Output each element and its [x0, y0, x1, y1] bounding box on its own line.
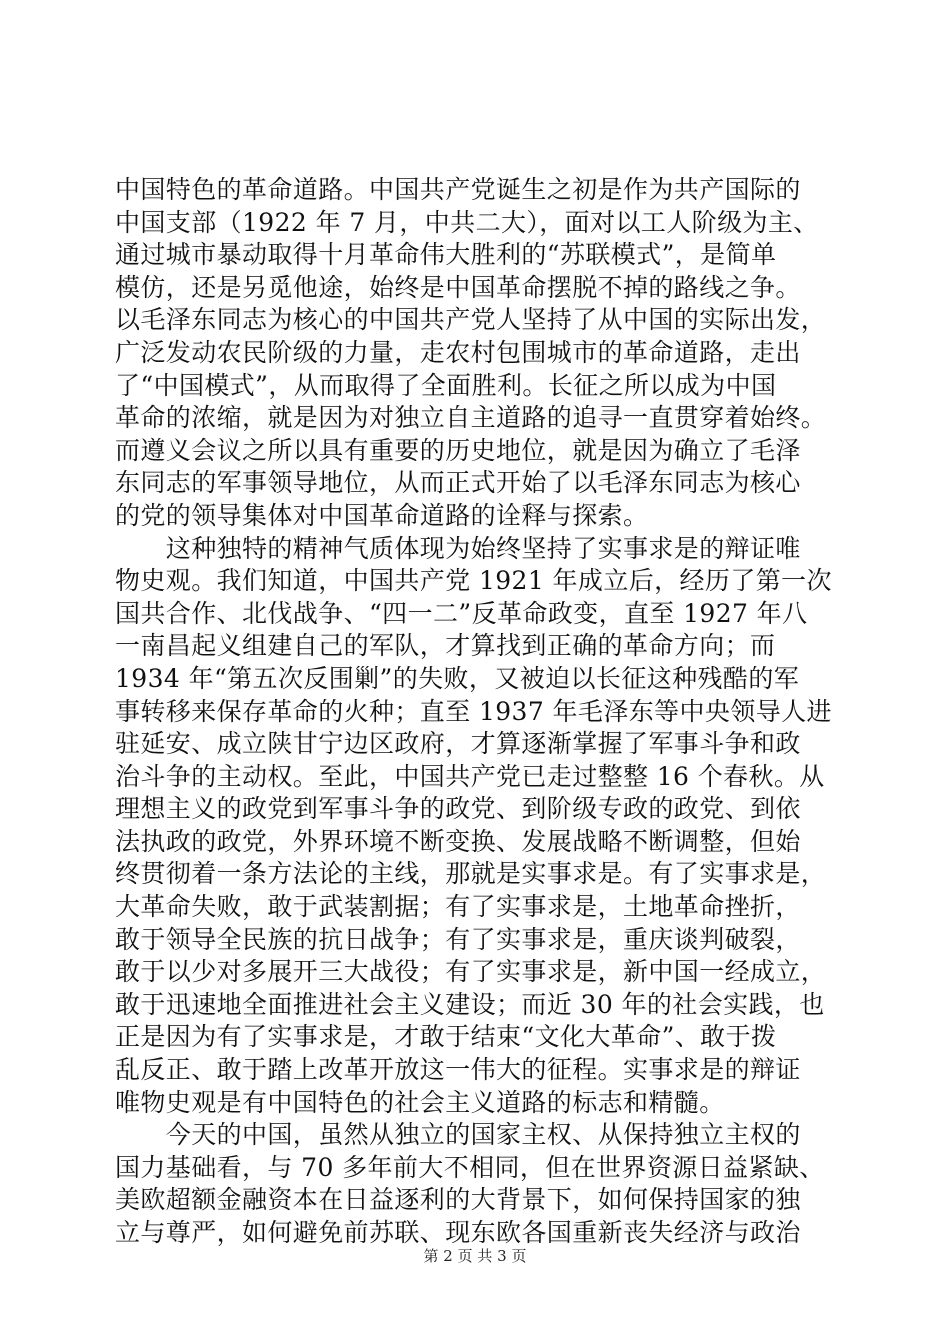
text-line: 一南昌起义组建自己的军队，才算找到正确的革命方向；而 [115, 631, 776, 661]
text-line: 法执政的政党，外界环境不断变换、发展战略不断调整，但始 [115, 826, 801, 856]
text-line: 事转移来保存革命的火种；直至 1937 年毛泽东等中央领导人进 [115, 696, 832, 726]
text-line: 唯物史观是有中国特色的社会主义道路的标志和精髓。 [115, 1087, 725, 1117]
text-line: 而遵义会议之所以具有重要的历史地位，就是因为确立了毛泽 [115, 435, 801, 465]
text-line: 敢于迅速地全面推进社会主义建设；而近 30 年的社会实践，也 [115, 989, 825, 1019]
text-line: 中国支部（1922 年 7 月，中共二大），面对以工人阶级为主、 [115, 207, 819, 237]
text-line: 立与尊严，如何避免前苏联、现东欧各国重新丧失经济与政治 [115, 1218, 801, 1247]
text-line: 驻延安、成立陕甘宁边区政府，才算逐渐掌握了军事斗争和政 [115, 729, 801, 759]
text-line: 敢于以少对多展开三大战役；有了实事求是，新中国一经成立， [115, 957, 827, 987]
text-line: 美欧超额金融资本在日益逐利的大背景下，如何保持国家的独 [115, 1185, 801, 1215]
text-line: 以毛泽东同志为核心的中国共产党人坚持了从中国的实际出发， [115, 305, 827, 335]
text-line: 治斗争的主动权。至此，中国共产党已走过整整 16 个春秋。从 [115, 761, 825, 791]
page-footer: 第 2 页 共 3 页 [423, 1247, 527, 1265]
text-line: 1934 年“第五次反围剿”的失败，又被迫以长征这种残酷的军 [115, 663, 800, 693]
text-line: 国力基础看，与 70 多年前大不相同，但在世界资源日益紧缺、 [115, 1152, 825, 1182]
text-line: 通过城市暴动取得十月革命伟大胜利的“苏联模式”，是简单 [115, 240, 777, 270]
text-line: 理想主义的政党到军事斗争的政党、到阶级专政的政党、到依 [115, 794, 801, 824]
text-line: 东同志的军事领导地位，从而正式开始了以毛泽东同志为核心 [115, 468, 801, 498]
text-line: 大革命失败，敢于武装割据；有了实事求是，土地革命挫折， [115, 892, 801, 922]
text-line: 了“中国模式”，从而取得了全面胜利。长征之所以成为中国 [115, 370, 777, 400]
text-line: 国共合作、北伐战争、“四一二”反革命政变，直至 1927 年八 [115, 598, 808, 628]
text-line: 模仿，还是另觅他途，始终是中国革命摆脱不掉的路线之争。 [115, 272, 801, 302]
text-line: 中国特色的革命道路。中国共产党诞生之初是作为共产国际的 [115, 175, 801, 204]
text-line: 乱反正、敢于踏上改革开放这一伟大的征程。实事求是的辩证 [115, 1055, 801, 1085]
text-line: 敢于领导全民族的抗日战争；有了实事求是，重庆谈判破裂， [115, 924, 801, 954]
text-line: 今天的中国，虽然从独立的国家主权、从保持独立主权的 [115, 1120, 801, 1150]
text-line: 物史观。我们知道，中国共产党 1921 年成立后，经历了第一次 [115, 566, 832, 596]
body-text [115, 174, 843, 1250]
text-line: 的党的领导集体对中国革命道路的诠释与探索。 [115, 500, 649, 530]
text-line: 这种独特的精神气质体现为始终坚持了实事求是的辩证唯 [115, 533, 801, 563]
text-line: 广泛发动农民阶级的力量，走农村包围城市的革命道路，走出 [115, 337, 801, 367]
text-line: 革命的浓缩，就是因为对独立自主道路的追寻一直贯穿着始终。 [115, 403, 827, 433]
text-line: 正是因为有了实事求是，才敢于结束“文化大革命”、敢于拨 [115, 1022, 777, 1052]
text-line: 终贯彻着一条方法论的主线，那就是实事求是。有了实事求是， [115, 859, 827, 889]
